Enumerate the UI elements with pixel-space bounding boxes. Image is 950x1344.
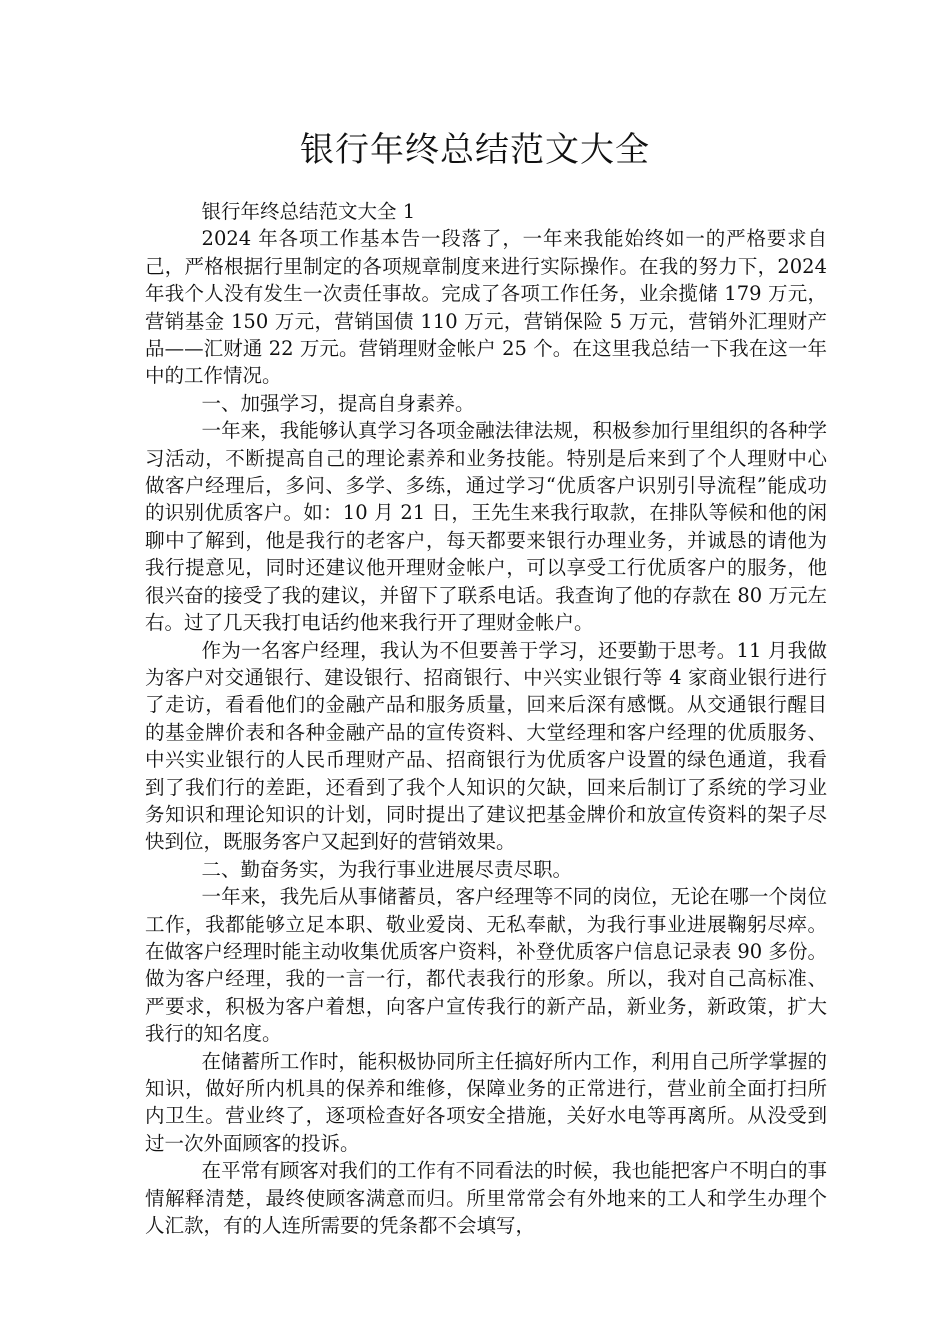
subheading: 一、加强学习，提高自身素养。 <box>201 391 475 415</box>
paragraph: 在平常有顾客对我们的工作有不同看法的时候，我也能把客户不明白的事情解释清楚，最终使顾客满意而归。所里常常会有外地来的工人和学生办理个人汇款，有的人连所需要的凭条都不会填写， <box>145 1159 827 1238</box>
document-title: 银行年终总结范文大全 <box>300 130 650 170</box>
paragraph: 一年来，我先后从事储蓄员，客户经理等不同的岗位，无论在哪一个岗位工作，我都能够立足本职、敬业爱岗、无私奉献，为我行事业进展鞠躬尽瘁。在做客户经理时能主动收集优质客户资料，补登优质客户信息记录表 90 多份。做为客户经理，我的一言一行，都代表我行的形象。所以，我对自己高标准、严要求，积极为客户着想，向客户宣传我行的新产品，新业务，新政策，扩大我行的知名度。 <box>145 885 827 1046</box>
paragraph: 在储蓄所工作时，能积极协同所主任搞好所内工作，利用自己所学掌握的知识，做好所内机具的保养和维修，保障业务的正常进行，营业前全面打扫所内卫生。营业终了，逐项检查好各项安全措施，关好水电等再离所。从没受到过一次外面顾客的投诉。 <box>145 1049 827 1155</box>
document-body <box>145 198 827 1239</box>
paragraph: 作为一名客户经理，我认为不但要善于学习，还要勤于思考。11 月我做为客户对交通银行、建设银行、招商银行、中兴实业银行等 4 家商业银行进行了走访，看看他们的金融产品和服务质量，回来后深有感慨。从交通银行醒目的基金牌价表和各种金融产品的宣传资料、大堂经理和客户经理的优质服务、中兴实业银行的人民币理财产品、招商银行为优质客户设置的绿色通道，我看到了我们行的差距，还看到了我个人知识的欠缺，回来后制订了系统的学习业务知识和理论知识的计划，同时提出了建议把基金牌价和放宣传资料的架子尽快到位，既服务客户又起到好的营销效果。 <box>145 638 827 854</box>
subheading: 二、勤奋务实，为我行事业进展尽责尽职。 <box>201 857 573 881</box>
paragraph: 一年来，我能够认真学习各项金融法律法规，积极参加行里组织的各种学习活动，不断提高自己的理论素养和业务技能。特别是后来到了个人理财中心做客户经理后，多问、多学、多练，通过学习“优质客户识别引导流程”能成功的识别优质客户。如：10 月 21 日，王先生来我行取款，在排队等候和他的闲聊中了解到，他是我行的老客户，每天都要来银行办理业务，并诚恳的请他为我行提意见，同时还建议他开理财金帐户，可以享受工行优质客户的服务，他很兴奋的接受了我的建议，并留下了联系电话。我查询了他的存款在 80 万元左右。过了几天我打电话约他来我行开了理财金帐户。 <box>145 419 827 635</box>
section-heading-1: 银行年终总结范文大全 1 <box>201 200 416 223</box>
paragraph: 2024 年各项工作基本告一段落了，一年来我能始终如一的严格要求自己，严格根据行里制定的各项规章制度来进行实际操作。在我的努力下，2024 年我个人没有发生一次责任事故。完成了各项工作任务，业余揽储 179 万元，营销基金 150 万元，营销国债 110 万元，营销保险 5 万元，营销外汇理财产品——汇财通 22 万元。营销理财金帐户 25 个。在这里我总结一下我在这一年中的工作情况。 <box>145 227 827 388</box>
